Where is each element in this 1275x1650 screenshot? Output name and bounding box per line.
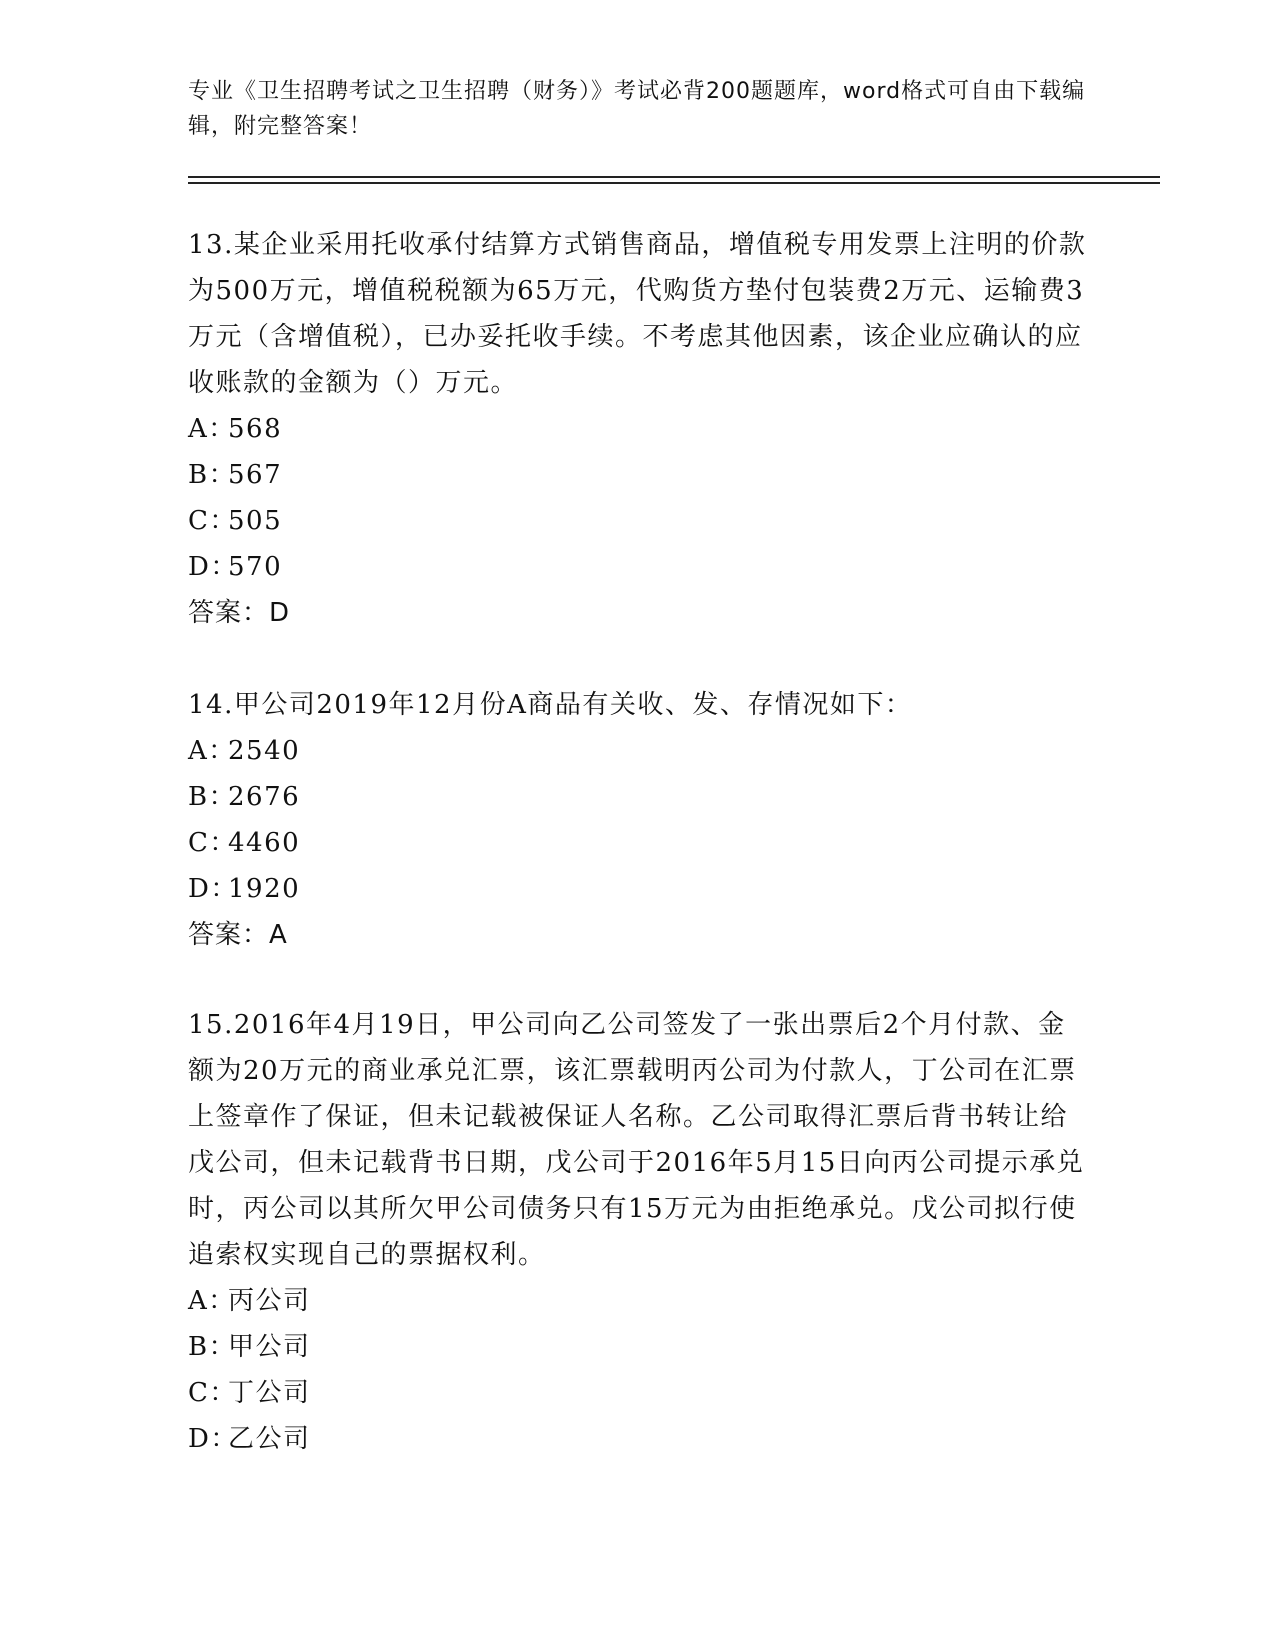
header-divider-bottom	[188, 182, 1160, 184]
question-stem: 14.甲公司2019年12月份A商品有关收、发、存情况如下：	[188, 690, 913, 720]
option-text: 567	[228, 460, 283, 490]
option-label: A：	[188, 736, 236, 766]
option-text: 2540	[228, 736, 301, 766]
option-label: B：	[188, 782, 237, 812]
option-label: D：	[188, 552, 238, 582]
option-text: 2676	[228, 782, 301, 812]
question-stem: 15.2016年4月19日，甲公司向乙公司签发了一张出票后2个月付款、金额为20万元的商业承兑汇票，该汇票载明丙公司为付款人，丁公司在汇票上签章作了保证，但未记载被保证人名称。乙公司取得汇票后背书转让给戊公司，但未记载背书日期，戊公司于2016年5月15日向丙公司提示承兑时，丙公司以其所欠甲公司债务只有15万元为由拒绝承兑。戊公司拟行使追索权实现自己的票据权利。	[188, 1010, 1085, 1270]
option-text: 乙公司	[228, 1424, 311, 1454]
option-c	[188, 820, 1088, 866]
option-label: C：	[188, 506, 237, 536]
option-text: 丁公司	[228, 1378, 311, 1408]
option-label: D：	[188, 874, 238, 904]
document-intro: 专业《卫生招聘考试之卫生招聘（财务）》考试必背200题题库，word格式可自由下载编辑，附完整答案！	[188, 79, 1086, 139]
question-stem: 13.某企业采用托收承付结算方式销售商品，增值税专用发票上注明的价款为500万元，增值税税额为65万元，代购货方垫付包装费2万元、运输费3万元（含增值税），已办妥托收手续。不考虑其他因素，该企业应确认的应收账款的金额为（）万元。	[188, 230, 1087, 398]
header-divider-top	[188, 176, 1160, 178]
option-b	[188, 1324, 1088, 1370]
option-label: D：	[188, 1424, 238, 1454]
option-text: 568	[228, 414, 283, 444]
option-c	[188, 1370, 1088, 1416]
option-text: 505	[228, 506, 283, 536]
option-text: 1920	[228, 874, 301, 904]
answer: 答案：D	[188, 598, 291, 628]
option-label: A：	[188, 414, 236, 444]
answer: 答案：A	[188, 920, 288, 950]
option-a	[188, 406, 1088, 452]
question-15	[188, 1002, 1088, 1462]
option-a	[188, 1278, 1088, 1324]
option-text: 丙公司	[228, 1286, 311, 1316]
option-d	[188, 866, 1088, 912]
option-label: A：	[188, 1286, 236, 1316]
question-13	[188, 222, 1088, 636]
option-d	[188, 544, 1088, 590]
option-text: 甲公司	[228, 1332, 311, 1362]
option-c	[188, 498, 1088, 544]
option-text: 4460	[228, 828, 301, 858]
option-label: B：	[188, 1332, 237, 1362]
option-b	[188, 774, 1088, 820]
option-b	[188, 452, 1088, 498]
question-14	[188, 682, 1088, 958]
option-label: B：	[188, 460, 237, 490]
option-label: C：	[188, 828, 237, 858]
option-text: 570	[228, 552, 283, 582]
option-d	[188, 1416, 1088, 1462]
option-a	[188, 728, 1088, 774]
option-label: C：	[188, 1378, 237, 1408]
